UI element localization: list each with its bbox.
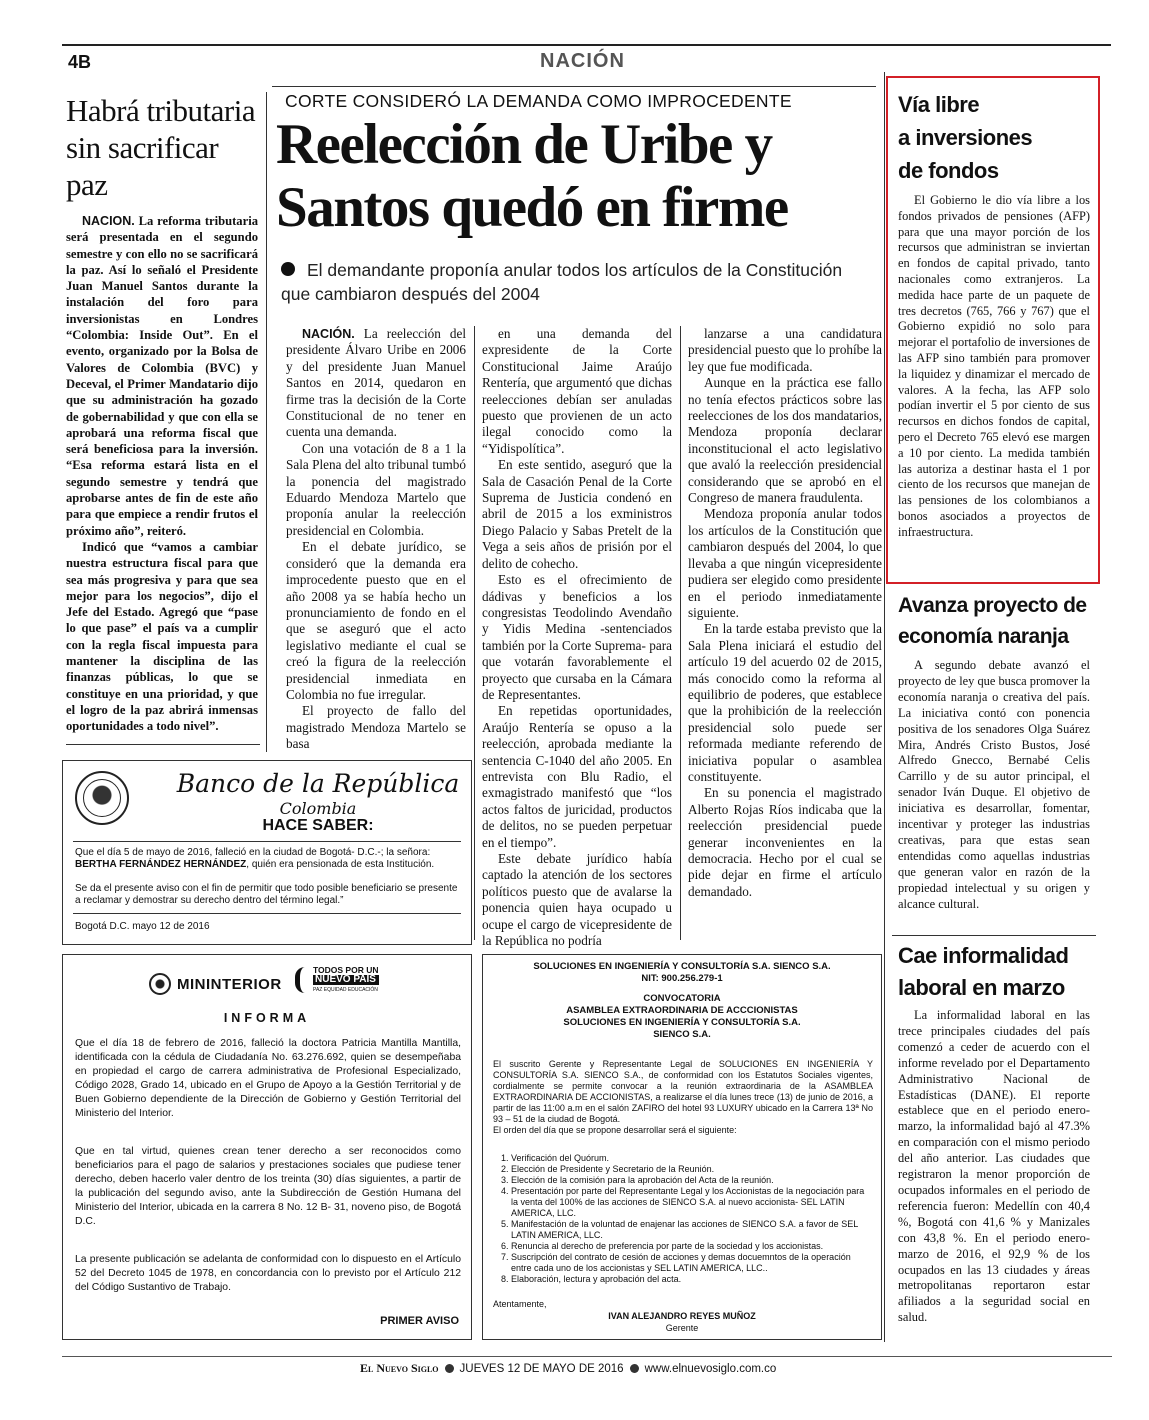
agenda-item: 5. Manifestación de la voluntad de enajenar las acciones de SIENCO S.A. a favor de SEL LATIN AMERICA, LLC. [511,1219,869,1241]
signer-title: Gerente [665,1323,699,1333]
main-kicker: CORTE CONSIDERÓ LA DEMANDA COMO IMPROCEDENTE [285,91,792,111]
brief-headline: Cae informalidad laboral en marzo [898,943,1069,1000]
left-story-headline: Habrá tributaria sin sacrificar paz [66,93,256,202]
brief-text: El Gobierno le dio vía libre a los fondos privados de pensiones (AFP) para que una mayor porción de los recursos que administran se inviertan en fondos de capital privado, tanto nacionales como extranjeros. La medida hace parte de un paquete de tres decretos (765, 766 y 767) que el Gobierno expidió no solo para mejorar el portafolio de inversiones de las AFP sino también para promover la liquidez y dinamizar el mercado de valores. A la fecha, las AFP solo podían invertir el 5 por ciento de sus recursos en dichos fondos de capital, pero el Decreto 765 elevó ese margen a 10 por ciento. La medida también las autoriza a destinar hasta el 1 por ciento de los recursos que manejan de las pensiones de los colombianos a bonos asociados a proyectos de infraestructura. [898,193,1090,539]
dateline: NACION. [82,214,135,228]
column-divider [680,326,681,940]
agenda-intro: El orden del día que se propone desarrollar será el siguiente: [493,1125,737,1135]
paragraph-text: en una demanda del expresidente de la Corte Constitucional Jaime Araújo Rentería, que argumentó que dichas reelecciones debían ser anuladas puesto que provienen de un acto ilegal conocido como la “Yidispolítica”. [482,326,672,456]
agenda-item: 2. Elección de Presidente y Secretario de la Reunión. [511,1164,869,1175]
brief-headline: Vía libre a inversiones de fondos [898,92,1033,183]
paragraph-text: Indicó que “vamos a cambiar nuestra estructura fiscal para que sea más progresiva y para que sea mejor para los negocios”, dijo el Jefe del Estado. Agregó que “pase lo que pase” el país va a cumplir con la regla fiscal impuesta para mantener la disciplina de las finanzas públicas, lo que se constituye en una prioridad, y que el logro de la paz abrirá inmensas oportunidades a todo nivel”. [66,539,258,734]
left-story-bottom-rule [66,744,260,745]
agenda-list [497,1153,869,1285]
dot-icon [445,1364,454,1373]
paragraph-text: En repetidas oportunidades, Araújo Rentería se opuso a la reelección, aprobada mediante la sentencia C-1040 del año 2005. En entrevista con Blu Radio, el exmagistrado manifestó que “los actos faltos de juricidad, productos de delitos, no se pueden perpetuar en el tiempo”. [482,703,672,850]
coat-of-arms-icon [149,973,171,995]
brand-country: Colombia [279,799,357,818]
ad-paragraph-1: Que el día 18 de febrero de 2016, falleció la doctora Patricia Mantilla Mantilla, identificada con la cédula de Ciudadanía No. 63.276.692, quien se desempeñaba en propiedad el cargo de carrera administrativa de Profesional Especializado, Código 2028, Grado 14, ubicado en el Grupo de Apoyo a la Gestión Territorial y de Buen Gobierno dependiente de la Dirección de Gobierno y Gestión Territorial del Ministerio del Interior. [75,1038,461,1119]
brief-economia-naranja [898,590,1090,913]
bullet-icon [281,262,295,276]
colombia-flag-icon [295,967,309,993]
seal-icon [75,771,129,825]
brief-headline: Avanza proyecto de economía naranja [898,594,1087,648]
section-name: NACIÓN [540,50,625,72]
paragraph [688,326,882,375]
closing: Atentamente, [493,1299,547,1309]
paragraph [688,621,882,785]
paragraph [286,703,466,752]
paragraph [482,572,672,703]
paragraph [482,457,672,572]
ad-title: HACE SABER: [262,817,374,834]
main-headline-line2: Santos quedó en firme [276,176,788,239]
column-divider [266,92,267,752]
ad-header: SOLUCIONES EN INGENIERÍA Y CONSULTORÍA S.A. SIENCO S.A. NIT: 900.256.279-1 CONVOCATORIA ASAMBLEA EXTRAORDINARIA DE ACCCIONISTAS SOLUCIONES EN INGENIERÍA Y CONSULTORÍA S.A. SIENCO S.A. [533,961,831,1040]
paragraph-text: En este sentido, aseguró que la Sala de Casación Penal de la Corte Suprema de Justicia condenó en abril de 2015 a los exministros Diego Palacio y Sabas Pretelt de la Vega a seis años de prisión por el delito de cohecho. [482,457,672,571]
footer-rule [62,1356,1112,1357]
footer [360,1361,776,1376]
paragraph-text: En su ponencia el magistrado Alberto Rojas Ríos indicaba que la reelección presidencial puede generar inconvenientes en la democracia. Hecho por el cual se pide dejar en firme el artículo demandado. [688,785,882,899]
paragraph-text: lanzarse a una candidatura presidencial puesto que lo prohíbe la ley que fue modificada. [688,326,882,374]
main-column-1 [286,326,466,753]
paragraph [482,326,672,457]
agenda-item: 4. Presentación por parte del Representante Legal y los Accionistas de la negociación para la venta del 100% de las acciones de SIENCO S.A. al nuevo accionista- SEL LATIN AMERICA, LLC. [511,1186,869,1219]
nuevo-pais-logo: TODOS POR UN NUEVO PAÍS PAZ EQUIDAD EDUCACIÓN [295,965,379,995]
paragraph [688,785,882,900]
top-rule [62,44,1111,46]
main-headline-line1: Reelección de Uribe y [276,113,772,176]
mininterior-logo: MININTERIOR [149,973,282,995]
paragraph-text: El proyecto de fallo del magistrado Mendoza Martelo se basa [286,703,466,752]
paragraph-text: En el debate jurídico, se consideró que la demanda era improcedente puesto que en el año 2008 ya se había hecho un pronunciamiento de fondo en el que se aseguró que el acto legislativo mediante el cual se creó la figura de la reelección presidencial inmediata en Colombia no fue irregular. [286,539,466,702]
paragraph [286,441,466,539]
main-subhead-text: El demandante proponía anular todos los artículos de la Constitución que cambiaron después del 2004 [281,260,843,304]
paragraph [482,703,672,851]
brief-via-libre [898,88,1090,541]
ad-rule [73,913,461,914]
signer: IVAN ALEJANDRO REYES MUÑOZ [608,1311,756,1321]
left-story [66,92,258,735]
paragraph-text: Este debate jurídico había captado la atención de los sectores políticos puesto que de avalarse la ponencia quien haya ocupado u ocupe el cargo de vicepresidente de la República no podría [482,851,672,949]
column-divider [474,326,475,940]
paragraph [482,851,672,949]
paragraph [688,375,882,506]
paragraph [66,213,258,539]
sidebar-divider [884,72,885,1342]
paragraph-text: Con una votación de 8 a 1 la Sala Plena del alto tribunal tumbó la ponencia del magistrado Eduardo Mendoza Martelo que proponía anular la reelección presidencial en Colombia. [286,440,466,538]
ad-paragraph-2: Se da el presente aviso con el fin de permitir que todo posible beneficiario se presente a reclamar y demostrar su derecho dentro del término legal.” [75,883,458,907]
paragraph-text: Mendoza proponía anular todos los artículos de la Constitución que cambiaron después del 2004, lo que llevaba a que ningún vicepresidente pudiera ser elegido como presidente en el periodo inmediatamente siguiente. [688,506,882,620]
agenda-item: 7. Suscripción del contrato de cesión de acciones y demas docuemntos de la operación entre cada uno de los accionistas y SEL LATIN AMERICA, LLC.. [511,1252,869,1274]
paragraph [286,326,466,441]
ad-mininterior [62,954,472,1340]
main-headline [276,113,788,239]
left-story-body [66,213,258,735]
footer-url[interactable]: www.elnuevosiglo.com.co [644,1362,777,1375]
brief-text: A segundo debate avanzó el proyecto de ley que busca promover la economía naranja o creativa del país. La iniciativa contó con ponencia positiva de los senadores Olga Suárez Mira, Andrés Cristo Bustos, José Alfredo Gnecco, Bernabé Celis Carrillo y de su autor principal, el senador Iván Duque. El objetivo de iniciativa es desarrollar, fomentar, incentivar y proteger las industrias creativas, para que estas sean entendidas como aquellas industrias que generan valor en razón de la propiedad intelectual y su origen y alcance cultural. [898,658,1090,911]
paragraph-text: Aunque en la práctica ese fallo no tenía efectos prácticos sobre las reelecciones de los dos mandatarios, Mendoza proponía declarar inconstitucional el acto legislativo que avaló la reelección presidencial considerando que se aprobó en el Congreso de manera fraudulenta. [688,375,882,506]
paragraph-text: La reforma tributaria será presentada en el segundo semestre y con ello no se sacrificará la paz. Así lo señaló el Presidente Juan Manuel Santos durante la instalación del foro para inversionistas en Londres “Colombia: Inside Out”. En el evento, organizado por la Bolsa de Valores de Colombia (BVC) y Deceval, el Primer Mandatario dijo que su administración ha gozado de gobernabilidad y que con ella se aprobará una reforma fiscal que será beneficiosa para la inversión. “Esa reforma estará lista en el segundo semestre y tendrá que aprobarse antes de fin de este año para que empiece a rendir frutos el próximo año”, reiteró. [66,214,258,538]
dot-icon [630,1364,639,1373]
ad-paragraph-2: Que en tal virtud, quienes crean tener derecho a ser reconocidos como beneficiarios para el pago de salarios y prestaciones sociales que pudiese tener derecho, deben hacerlo valer dentro de los treinta (30) días siguientes, a partir de la publicación del segundo aviso, ante la Subdirección de Gestión Humana del Ministerio del Interior, ubicada en la carrera 8 No. 12 B- 31, noveno piso, de Bogotá D.C. [75,1146,461,1227]
paragraph [688,506,882,621]
ad-paragraph-1: Que el día 5 de mayo de 2016, falleció en la ciudad de Bogotá- D.C.-; la señora: BERTHA FERNÁNDEZ HERNÁNDEZ, quién era pensionada de esta Institución. [75,847,435,871]
main-column-3 [688,326,882,900]
brief-rule [892,935,1096,936]
ad-banco-republica [62,760,472,945]
kicker-rule [272,86,876,87]
main-column-2 [482,326,672,949]
brief-informalidad [898,940,1090,1326]
paper-name: El Nuevo Siglo [360,1361,439,1375]
ad-date: Bogotá D.C. mayo 12 de 2016 [75,921,210,932]
brand-name: Banco de la República [176,769,460,798]
agenda-item: 3. Elección de la comisión para la aprobación del Acta de la reunión. [511,1175,869,1186]
ad-title: INFORMA [223,1011,311,1025]
paragraph-text: Esto es el ofrecimiento de dádivas y beneficios a los congresistas Teodolindo Avendaño y Yidis Medina -sentenciados también por la Corte Suprema- para que votarán favorablemente el proyecto que cursaba en la Cámara de Representantes. [482,572,672,702]
ad-sienco [482,954,882,1340]
paragraph [286,539,466,703]
paragraph-text: La reelección del presidente Álvaro Uribe en 2006 y del presidente Juan Manuel Santos en 2014, quedaron en firme tras la decisión de la Corte Constitucional de no tener en cuenta una demanda. [286,326,466,440]
paragraph [66,539,258,735]
page-number: 4B [68,52,92,72]
main-subhead [281,258,871,306]
ad-rule [73,841,461,842]
ad-footer: PRIMER AVISO [380,1315,459,1327]
agenda-item: 1. Verificación del Quórum. [511,1153,869,1164]
ad-intro: El suscrito Gerente y Representante Legal de SOLUCIONES EN INGENIERÍA Y CONSULTORÍA S.A. SIENCO S.A., de conformidad con los Estatutos Sociales vigentes, cordialmente se permite convocar a la reunión extraordinaria de la ASAMBLEA EXTRAORDINARIA DE ACCIONISTAS, a realizarse el día lunes trece (13) de junio de 2016, a partir de las 11:00 a.m en el salón ZAFIRO del hotel 93 LUXURY ubicado en la Carrera 13ª No 93 – 51 de la ciudad de Bogotá. [493,1059,873,1124]
footer-date: JUEVES 12 DE MAYO DE 2016 [459,1362,624,1375]
paragraph-text: En la tarde estaba previsto que la Sala Plena iniciará el estudio del artículo 19 del acuerdo 02 de 2015, más conocido como la reforma al equilibrio de poderes, que establece que la prohibición de la reelección presidencial solo puede ser reformada mediante referendo de iniciativa popular o asamblea constituyente. [688,621,882,784]
ad-paragraph-3: La presente publicación se adelanta de conformidad con lo dispuesto en el Artículo 52 del Decreto 1045 de 1978, en concordancia con lo previsto por el Artículo 212 del Código Sustantivo de Trabajo. [75,1254,461,1293]
agenda-item: 6. Renuncia al derecho de preferencia por parte de la sociedad y los accionistas. [511,1241,869,1252]
dateline: NACIÓN. [302,327,355,341]
brief-text: La informalidad laboral en las trece principales ciudades del país comenzó a ceder de acuerdo con el informe revelado por el Departamento Administrativo Nacional de Estadísticas (DANE). El reporte establece que en el periodo enero-marzo, la informalidad bajó al 47.3% en comparación con el mismo periodo del año anterior. Las ciudades que registraron la menor proporción de ocupados informales en el periodo de referencia fueron: Medellín con 40,4 %, Bogotá con 41,6 % y Manizales con 43,8 %. En el periodo enero-marzo de 2016, el 92,9 % de los ocupados en las 13 ciudades y áreas metropolitanas reportaron estar afiliados a la seguridad social en salud. [898,1008,1090,1325]
agenda-item: 8. Elaboración, lectura y aprobación del acta. [511,1274,869,1285]
